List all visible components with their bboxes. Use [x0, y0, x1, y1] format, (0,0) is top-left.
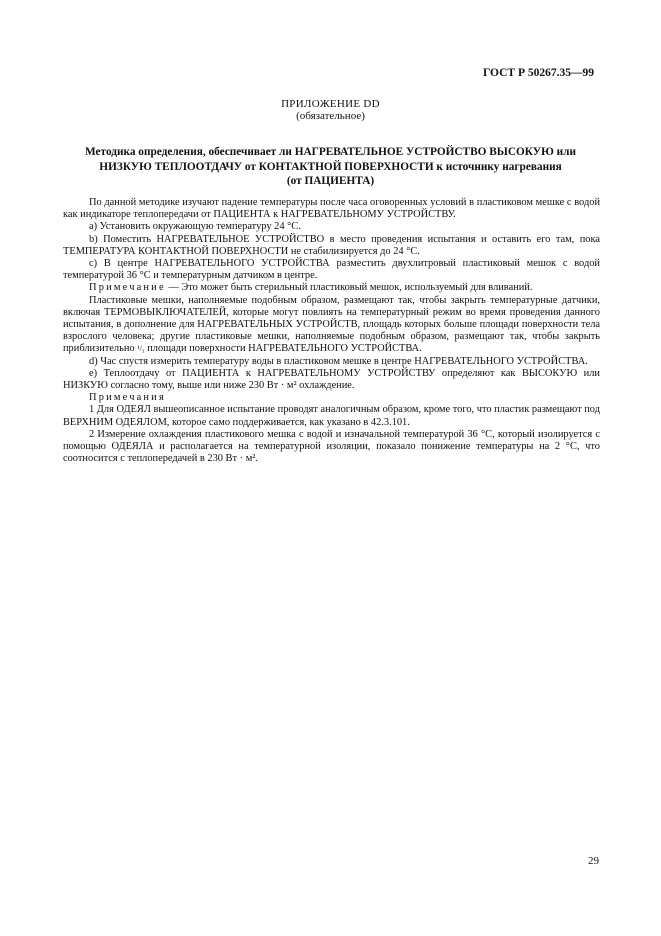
- appendix-status: (обязательное): [296, 110, 365, 122]
- notes-label: Примечания: [89, 392, 166, 404]
- note-paragraph: [63, 282, 600, 294]
- section-title: [70, 145, 591, 189]
- step-a: а) Установить окружающую температуру 24 °С.: [89, 221, 301, 233]
- body-text: [63, 197, 600, 465]
- intro-paragraph: По данной методике изучают падение температуры после часа оговоренных условий в пластиковом мешке с водой как индикаторе теплопередачи от ПАЦИЕНТА к НАГРЕВАТЕЛЬНОМУ УСТРОЙСТВУ.: [63, 197, 600, 221]
- bags-paragraph: [63, 295, 600, 356]
- appendix-heading: [0, 98, 661, 122]
- appendix-label: ПРИЛОЖЕНИЕ DD: [281, 98, 380, 110]
- title-line-2: НИЗКУЮ ТЕПЛООТДАЧУ от КОНТАКТНОЙ ПОВЕРХНОСТИ к источнику нагревания: [99, 160, 562, 173]
- title-line-1: Методика определения, обеспечивает ли НАГРЕВАТЕЛЬНОЕ УСТРОЙСТВО ВЫСОКУЮ или: [85, 146, 576, 158]
- note-1: 1 Для ОДЕЯЛ вышеописанное испытание проводят аналогичным образом, кроме того, что пластик размещают под ВЕРХНИМ ОДЕЯЛОМ, которое само поддерживается, как указано в 42.3.101.: [63, 404, 600, 428]
- page-number: 29: [588, 855, 599, 867]
- note-text: — Это может быть стерильный пластиковый мешок, используемый для вливаний.: [165, 282, 533, 294]
- title-line-3: (от ПАЦИЕНТА): [286, 175, 375, 187]
- fraction-one-third: ¹/₃: [137, 344, 145, 354]
- note-2: 2 Измерение охлаждения пластикового мешка с водой и изначальной температурой 36 °С, который изолируется с помощью ОДЕЯЛА и располагается на температурной изоляции, показало понижение температуры на 2 °С, что соотносится с теплопередачей в 230 Вт · м².: [63, 428, 600, 465]
- step-b: b) Поместить НАГРЕВАТЕЛЬНОЕ УСТРОЙСТВО в место проведения испытания и оставить его там, пока ТЕМПЕРАТУРА КОНТАКТНОЙ ПОВЕРХНОСТИ не стабилизируется до 24 °С.: [63, 233, 600, 257]
- bags-text-1: Пластиковые мешки, наполняемые подобным образом, размещают так, чтобы закрыть температурные датчики, включая ТЕРМОВЫКЛЮЧАТЕЛЕЙ, которые могут повлиять на температурный режим во время проведения данного испытания, в дополнение для НАГРЕВАТЕЛЬНЫХ УСТРОЙСТВ, площадь которых больше площади поверхности тела взрослого человека; другие пластиковые мешки, наполняемые подобным образом, размещают так, чтобы закрыть приблизительно: [63, 294, 600, 355]
- document-code: ГОСТ Р 50267.35—99: [483, 67, 594, 79]
- step-d: d) Час спустя измерить температуру воды в пластиковом мешке в центре НАГРЕВАТЕЛЬНОГО УСТРОЙСТВА.: [89, 355, 588, 367]
- note-label: Примечание: [89, 282, 166, 294]
- step-e: е) Теплоотдачу от ПАЦИЕНТА к НАГРЕВАТЕЛЬНОМУ УСТРОЙСТВУ определяют как ВЫСОКУЮ или НИЗКУЮ согласно тому, выше или ниже 230 Вт · м² охлаждение.: [63, 367, 600, 392]
- bags-text-2: площади поверхности НАГРЕВАТЕЛЬНОГО УСТРОЙСТВА.: [144, 343, 422, 355]
- step-c: с) В центре НАГРЕВАТЕЛЬНОГО УСТРОЙСТВА разместить двухлитровый пластиковый мешок с водой температурой 36 °С и температурным датчиком в центре.: [63, 258, 600, 282]
